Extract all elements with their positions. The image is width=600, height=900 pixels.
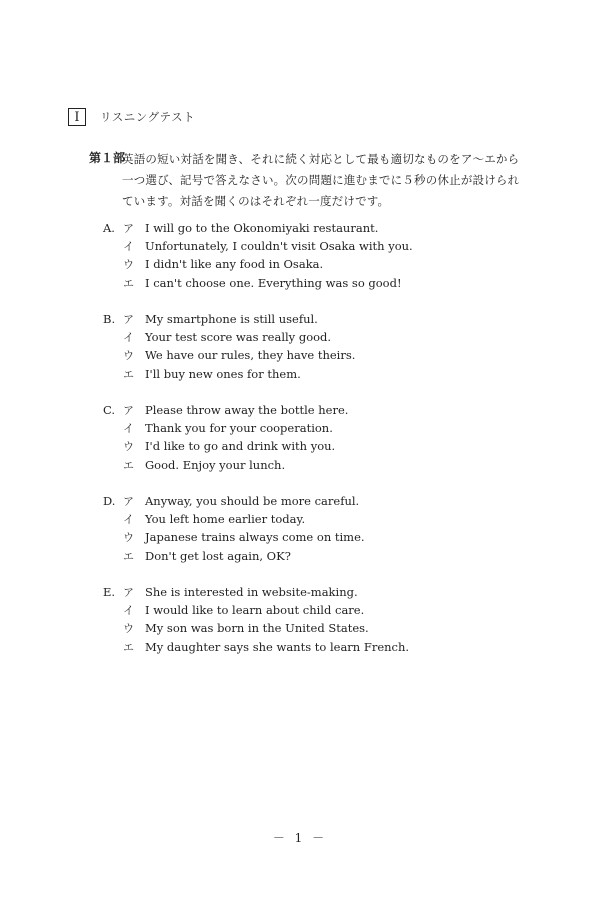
question-letter: A. bbox=[103, 221, 115, 236]
option-text: You left home earlier today. bbox=[145, 512, 306, 527]
option-marker: ウ bbox=[123, 531, 134, 545]
option-text: Please throw away the bottle here. bbox=[145, 403, 349, 418]
question-list bbox=[103, 219, 503, 674]
section-title: リスニングテスト bbox=[100, 110, 196, 124]
option-row bbox=[103, 219, 503, 237]
option-marker: エ bbox=[123, 458, 134, 472]
option-text: I didn't like any food in Osaka. bbox=[145, 257, 324, 272]
option-text: We have our rules, they have theirs. bbox=[145, 348, 356, 363]
option-text: I would like to learn about child care. bbox=[145, 603, 365, 618]
option-row bbox=[103, 310, 503, 328]
option-row bbox=[103, 583, 503, 601]
part-label: 第１部 bbox=[89, 151, 126, 165]
option-row bbox=[103, 328, 503, 346]
option-marker: ウ bbox=[123, 622, 134, 636]
option-row bbox=[103, 492, 503, 510]
option-row bbox=[103, 638, 503, 656]
section-number-box: I bbox=[68, 108, 86, 126]
question-b bbox=[103, 310, 503, 401]
question-e bbox=[103, 583, 503, 674]
option-row bbox=[103, 456, 503, 474]
option-text: I'll buy new ones for them. bbox=[145, 366, 301, 381]
option-marker: イ bbox=[123, 513, 134, 527]
option-row bbox=[103, 365, 503, 383]
instructions-text: 英語の短い対話を聞き、それに続く対応として最も適切なものをア～エから一つ選び、記号で答えなさい。次の問題に進むまでに５秒の休止が設けられています。対話を聞くのはそれぞれ一度だけです。 bbox=[122, 152, 520, 208]
option-text: I can't choose one. Everything was so good! bbox=[145, 275, 402, 290]
option-marker: ウ bbox=[123, 440, 134, 454]
option-text: Anyway, you should be more careful. bbox=[145, 494, 360, 509]
option-text: Your test score was really good. bbox=[145, 330, 332, 345]
option-marker: ア bbox=[123, 404, 134, 418]
question-letter: B. bbox=[103, 312, 116, 327]
question-letter: D. bbox=[103, 494, 116, 509]
option-marker: ア bbox=[123, 495, 134, 509]
option-row bbox=[103, 601, 503, 619]
option-marker: エ bbox=[123, 276, 134, 290]
option-marker: ア bbox=[123, 222, 134, 236]
option-marker: エ bbox=[123, 640, 134, 654]
option-marker: イ bbox=[123, 331, 134, 345]
question-letter: C. bbox=[103, 403, 116, 418]
option-text: She is interested in website-making. bbox=[145, 585, 358, 600]
option-marker: エ bbox=[123, 367, 134, 381]
option-text: Japanese trains always come on time. bbox=[145, 530, 365, 545]
option-text: Unfortunately, I couldn't visit Osaka with you. bbox=[145, 239, 413, 254]
option-row bbox=[103, 528, 503, 546]
option-row bbox=[103, 237, 503, 255]
page-number: － 1 － bbox=[272, 831, 328, 845]
option-row bbox=[103, 274, 503, 292]
option-row bbox=[103, 510, 503, 528]
option-row bbox=[103, 255, 503, 273]
section-header bbox=[68, 108, 195, 126]
question-c bbox=[103, 401, 503, 492]
option-marker: ア bbox=[123, 586, 134, 600]
option-row bbox=[103, 619, 503, 637]
option-row bbox=[103, 346, 503, 364]
option-text: Don't get lost again, OK? bbox=[145, 548, 291, 563]
option-text: I'd like to go and drink with you. bbox=[145, 439, 336, 454]
option-marker: イ bbox=[123, 422, 134, 436]
option-marker: ウ bbox=[123, 349, 134, 363]
question-a bbox=[103, 219, 503, 310]
option-marker: ウ bbox=[123, 258, 134, 272]
option-marker: エ bbox=[123, 549, 134, 563]
question-d bbox=[103, 492, 503, 583]
option-row bbox=[103, 401, 503, 419]
option-marker: ア bbox=[123, 313, 134, 327]
option-row bbox=[103, 547, 503, 565]
question-letter: E. bbox=[103, 585, 116, 600]
option-row bbox=[103, 437, 503, 455]
option-text: Good. Enjoy your lunch. bbox=[145, 457, 286, 472]
option-text: I will go to the Okonomiyaki restaurant. bbox=[145, 221, 379, 236]
option-marker: イ bbox=[123, 604, 134, 618]
option-text: My daughter says she wants to learn French. bbox=[145, 639, 410, 654]
option-text: My son was born in the United States. bbox=[145, 621, 369, 636]
option-text: Thank you for your cooperation. bbox=[145, 421, 333, 436]
option-marker: イ bbox=[123, 240, 134, 254]
option-row bbox=[103, 419, 503, 437]
part-1-instructions bbox=[89, 149, 529, 212]
option-text: My smartphone is still useful. bbox=[145, 312, 318, 327]
